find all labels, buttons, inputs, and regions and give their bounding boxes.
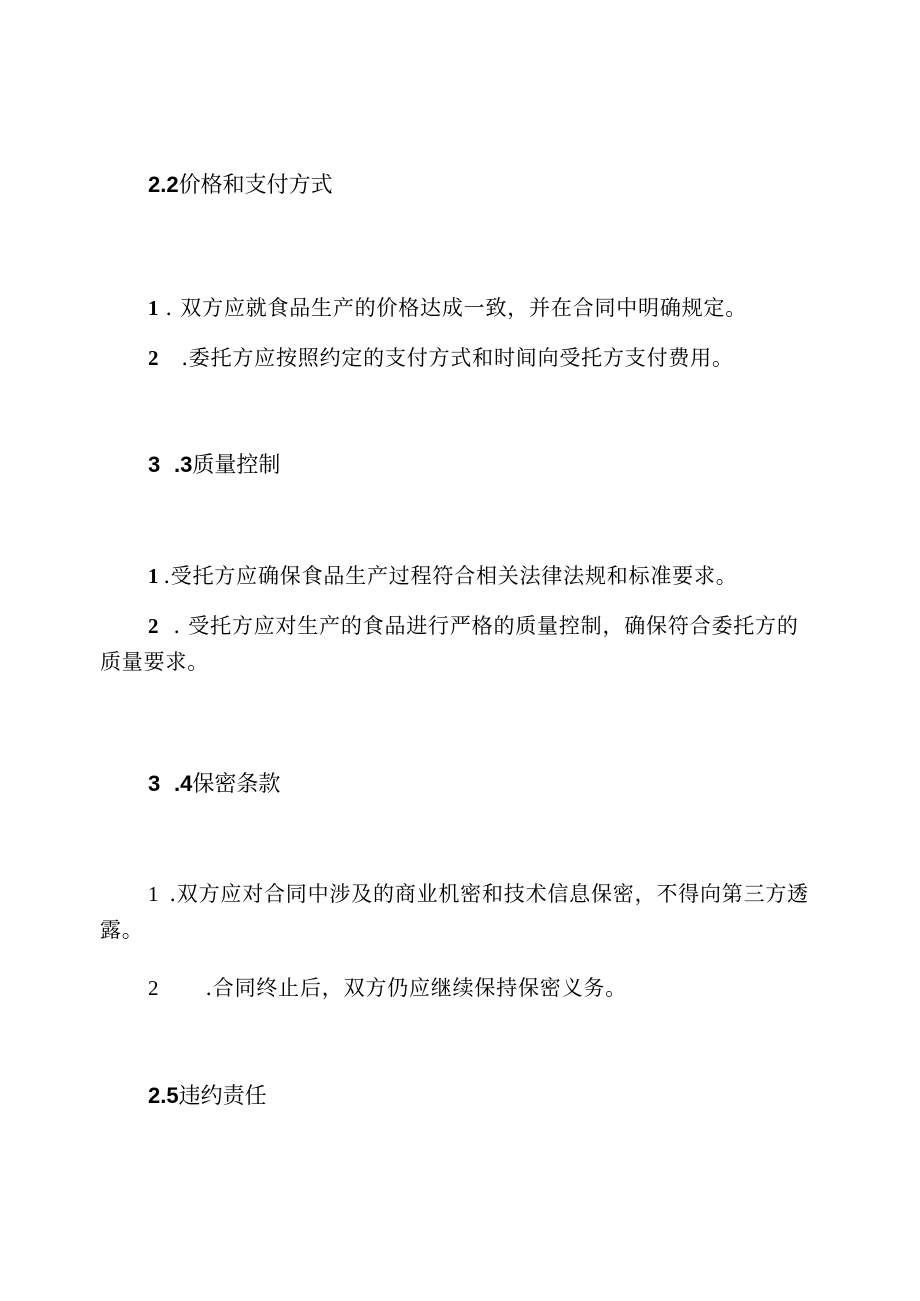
section-number: 2.2 — [148, 172, 179, 197]
clause-number: 1 — [148, 296, 160, 320]
section-number: 3 — [148, 452, 161, 477]
clause-text: .委托方应按照约定的支付方式和时间向受托方支付费用。 — [181, 346, 734, 370]
clause-2-3-2 — [100, 608, 820, 680]
section-heading-2-5 — [148, 1083, 267, 1110]
section-number-suffix: .3 — [174, 452, 193, 477]
clause-2-4-2 — [100, 970, 820, 1006]
clause-number: 1 — [148, 882, 160, 906]
clause-number: 2 — [148, 614, 160, 638]
clause-number: 2 — [148, 976, 160, 1000]
clause-text: .双方应对合同中涉及的商业机密和技术信息保密，不得向第三方透露。 — [100, 882, 809, 942]
section-title: 价格和支付方式 — [178, 173, 333, 198]
clause-number: 1 — [148, 564, 160, 588]
section-number: 3 — [148, 771, 161, 796]
section-title: 质量控制 — [192, 453, 281, 478]
clause-number: 2 — [148, 346, 160, 370]
clause-2-2-1 — [100, 290, 820, 326]
section-title: 保密条款 — [192, 772, 281, 797]
section-title: 违约责任 — [178, 1084, 267, 1109]
section-number-suffix: .4 — [174, 771, 193, 796]
section-heading-2-4 — [148, 771, 280, 798]
clause-text: . 双方应就食品生产的价格达成一致，并在合同中明确规定。 — [165, 296, 748, 320]
section-number: 2.5 — [148, 1083, 179, 1108]
section-heading-2-2 — [148, 172, 333, 199]
clause-2-2-2 — [100, 340, 820, 376]
clause-text: .合同终止后，双方仍应继续保持保密义务。 — [205, 976, 627, 1000]
clause-text: .受托方应确保食品生产过程符合相关法律法规和标准要求。 — [163, 564, 738, 588]
clause-text: . 受托方应对生产的食品进行严格的质量控制，确保符合委托方的质量要求。 — [100, 614, 799, 674]
clause-2-4-1 — [100, 876, 820, 948]
section-heading-2-3 — [148, 452, 280, 479]
clause-2-3-1 — [100, 558, 820, 594]
